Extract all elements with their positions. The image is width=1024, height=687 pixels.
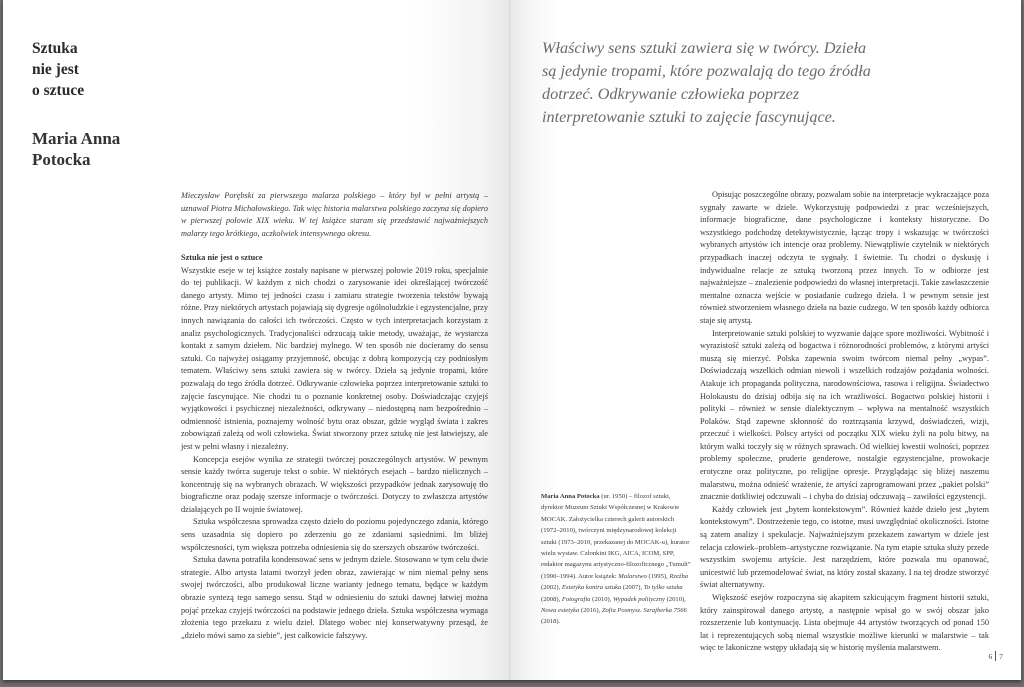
left-page <box>3 0 511 680</box>
page-number-right: 7 <box>999 652 1003 661</box>
body-paragraph: Opisując poszczególne obrazy, pozwalam sobie na interpretacje wykraczające poza sygnały zawarte w dziele. Wykorzystuję podpowiedzi z prac wcześniejszych, informacje biograficzne, dane psychologiczne i konteksty historyczne. Do wszystkiego podchodzę detektywistycznie, łącząc tropy i wskazując w twórczości wybranych artystów ich intencje oraz problemy. Niewątpliwie czytelnik w niektórych przypadkach inaczej odczyta te sygnały. I świetnie. Tu chodzi o dyskusję i indywidualne relacje ze sztuką tworzoną przez innych. To w odbiorze jest najważniejsze – znalezienie podpowiedzi do własnej interpretacji. Takie zawłaszczenie mentalne oznacza wejście w posiadanie cudzego dzieła. I w pewnym sensie jest również stworzeniem własnego dzieła na bazie cudzego. W ten sposób każdy odbiorca staje się artystą. <box>700 190 989 325</box>
body-paragraph: Sztuka współczesna sprowadza często dzieło do poziomu pojedynczego zdania, którego sens uzasadnia się dopiero po zderzeniu go ze zdaniami sąsiednimi. Im bliżej współczesności, tym większa potrzeba odniesienia się do szerszych obszarów twórczości. <box>181 517 488 552</box>
section-subheading: Sztuka nie jest o sztuce <box>181 253 263 262</box>
bio-text: (2008), <box>541 595 562 603</box>
bio-text: (ur. 1950) – filozof sztuki, dyrektor Muzeum Sztuki Współczesnej w Krakowie MOCAK. Założycielka czterech galerii autorskich (1972–2010), twórczyni międzynarodowej kolekcji sztuki (1973–2010, przekazanej do MOCAK-u), kurator wielu wystaw. Członkini IKG, AICA, ICOM, SPP, redaktor magazynu artystyczno-filozoficznego „Tumult” (1990–1994). Autor książek: <box>541 493 691 580</box>
bio-book-title: Nowa estetyka <box>541 607 580 615</box>
bio-book-title: Zofia Posmysz. Szrajberka 7566 <box>601 607 687 615</box>
essay-title: Sztuka nie jest o sztuce <box>32 40 85 99</box>
body-paragraph: Interpretowanie sztuki polskiej to wyzwanie dające spore możliwości. Wybitność i wyrazistość sztuki zależą od bogactwa i różnorodności problemów, z którymi artyści muszą się mierzyć. Polska zapewnia swoim twórcom niemal pełny „wypas”. Doświadczają wszelkich odmian niewoli i wszelkich rodzajów pożądania wolności. Atakuje ich propaganda polityczna, narodowościowa, rasowa i religijna. Świadectwo Holokaustu do dzisiaj odbija się na ich wrażliwości. Bogactwo polskiej historii i polityki – również w sensie dialektycznym – wpływa na mentalność wszystkich Polaków. Stąd zapewne skłonność do roztrząsania krzywd, doświadczeń, wizji, przeczuć i wielkości. Polscy artyści od początku XIX wieku żyli na polu bitwy, na którym walki toczyły się w różnych sprawach. Od wielkiej kwestii wolności, poprzez problemy społeczne, pruderie genderowe, nostalgie egzystencjalne, prowokacje erotyczne oraz polityczne, po religijne opresje. Przyglądając się bliżej naszemu malarstwu, można odnieść wrażenie, że artyści zaprogramowani przez „pakiet polski” znacznie dotkliwiej odczuwali – i chyba do dzisiaj odczuwają – zawiłości egzystencji. <box>700 328 989 502</box>
bio-book-title: Rzeźba <box>669 572 689 580</box>
book-spread <box>3 0 1021 680</box>
page-numbers <box>989 651 1004 661</box>
bio-text: (2016), <box>579 607 602 615</box>
bio-book-title: Estetyka kontra sztuka <box>561 584 622 592</box>
author-bio <box>541 491 691 628</box>
bio-book-title: Malarstwo <box>618 572 647 580</box>
body-paragraph: Sztuka dawna potrafiła kondensować sens w jednym dziele. Stosowano w tym celu dwie strategie. Albo artysta latami tworzył jeden obraz, zawierając w nim niemal pełny sens swojej twórczości, albo produkował liczne warianty jednego tematu, będące w każdym obrazie syntezą tego samego sensu. Stąd w odniesieniu do sztuki dawnej łatwiej można pojąć przekaz czyjejś twórczości na podstawie jednego dzieła. Sztuka współczesna wymaga złożenia tego przekazu z wielu dzieł. Dlatego wobec niej konserwatywny przesąd, że „dzieło mówi samo za siebie”, jest całkowicie fałszywy. <box>181 555 488 640</box>
folio-divider <box>995 651 996 661</box>
bio-text: (2010), <box>664 595 686 603</box>
author-name: Maria Anna Potocka <box>32 129 121 169</box>
right-body-text <box>700 189 989 655</box>
bio-text: (1995), <box>646 572 670 580</box>
lede-paragraph: Mieczysław Porębski za pierwszego malarza polskiego – który był w pełni artystą – uznawał Piotra Michałowskiego. Tak więc historia malarstwa polskiego zaczyna się dopiero w pierwszej połowie XIX wieku. W tej książce staram się przedstawić najważniejszych malarzy tego krótkiego, aczkolwiek intensywnego okresu. <box>181 191 488 238</box>
bio-text: (2018). <box>541 618 561 626</box>
right-page <box>511 0 1021 680</box>
bio-book-title: To tylko sztuka <box>643 584 683 592</box>
body-paragraph: Większość esejów rozpoczyna się akapitem szkicującym fragment historii sztuki, który zainspirował danego artystę, a następnie wpisał go w swój obszar jako rozszerzenie lub kontynuację. Lista obejmuje 44 artystów tworzących od ponad 150 lat i reprezentujących sobą niemal wszystkie możliwe kierunki w malarstwie – tak więc te lakoniczne wstępy układają się w historię myślenia malarstwem. <box>700 593 989 653</box>
left-body-text <box>181 252 488 642</box>
bio-text: (2007), <box>621 584 644 592</box>
bio-text: (2002), <box>541 584 562 592</box>
body-paragraph: Wszystkie eseje w tej książce zostały napisane w pierwszej połowie 2019 roku, specjalnie do tej publikacji. W każdym z nich chodzi o zarysowanie idei określającej twórczość danego artysty. Mimo tej jedności czasu i zamiaru strategie tworzenia tekstów bywają różne. Przy niektórych artystach pojawiają się dygresje ogólnoludzkie i egzystencjalne, przy innych nawiązania do całości ich twórczości. Często w tych interpretacjach korzystam z analiz psychologicznych. Tradycjonaliści odrzucają takie metody, uważając, że wystarcza kontakt z samym dziełem. Nic bardziej mylnego. W ten sposób nie docieramy do sensu sztuki. Co najwyżej osiągamy przyjemność, obcując z dobrą kompozycją czy podniosłym tematem. Właściwy sens sztuki zawiera się w twórcy. Dzieła są jedynie tropami, które pozwalają do tego źródła dotrzeć. Odkrywanie człowieka poprzez interpretowanie sztuki to zajęcie fascynujące. Nie chodzi tu o poznanie konkretnej osoby. Doświadczając czyjejś wyjątkowości i psychicznej niezależności, odkrywany – niedostępną nam bezpośrednio – odmienność istnienia, poznajemy wolność bytu oraz obszar, gdzie wygląd świata i zakres zobowiązań zależą od woli człowieka. Świat stworzony przez sztukę nie jest łatwiejszy, ale jest w pełni własny i niezależny. <box>181 265 488 451</box>
bio-book-title: Wypadek polityczny <box>613 595 665 603</box>
body-paragraph: Koncepcja esejów wynika ze strategii twórczej poszczególnych artystów. W pewnym sensie każdy twórca sugeruje tekst o sobie. W niektórych esejach – bardzo nielicznych – koncentruję się na wybranych obrazach. W większości przypadków jednak zarysowuję tło biograficzne oraz podaję szersze informacje o twórczości. Dotyczy to zwłaszcza artystów działających po II wojnie światowej. <box>181 454 488 514</box>
bio-name: Maria Anna Potocka <box>541 493 600 500</box>
bio-book-title: Fotografia <box>561 595 591 603</box>
page-number-left: 6 <box>988 652 993 661</box>
bio-text: (2010), <box>590 595 613 603</box>
body-paragraph: Każdy człowiek jest „bytem kontekstowym”. Również każde dzieło jest „bytem kontekstowym”. Dostrzeżenie tego, co istotne, musi uwzględniać okoliczności. Istotne są zatem analizy i spekulacje. Najważniejszym przekazem zawartym w dziele jest relacja człowiek–problem–artystyczne rozwiązanie. Na tym etapie sztuka służy przede wszystkim swojemu artyście. Jest narzędziem, które pozwala mu opanować, unicestwić lub przemodelować świat, na który został skazany. I na tej drodze stworzyć świat alternatywny. <box>700 504 989 590</box>
pull-quote: Właściwy sens sztuki zawiera się w twórcy. Dzieła są jedynie tropami, które pozwalają do tego źródła dotrzeć. Odkrywanie człowieka poprzez interpretowanie sztuki to zajęcie fascynujące. <box>542 39 871 126</box>
